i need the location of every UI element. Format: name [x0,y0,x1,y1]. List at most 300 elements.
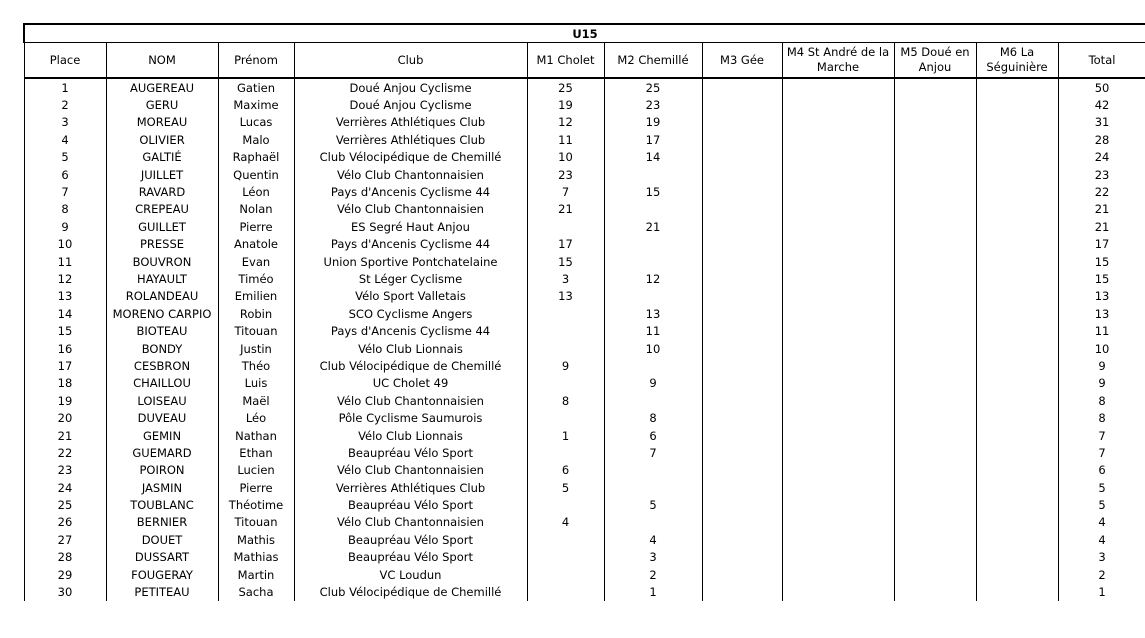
cell-nom[interactable]: TOUBLANC [106,496,218,513]
cell-place[interactable]: 22 [24,444,106,461]
cell-place[interactable]: 23 [24,462,106,479]
cell-nom[interactable]: HAYAULT [106,270,218,287]
cell-club[interactable]: Vélo Club Lionnais [294,427,527,444]
cell-place[interactable]: 30 [24,583,106,600]
cell-nom[interactable]: DOUET [106,531,218,548]
cell-nom[interactable]: LOISEAU [106,392,218,409]
cell-m3[interactable] [702,149,782,166]
cell-m1[interactable]: 11 [527,131,604,148]
cell-place[interactable]: 2 [24,96,106,113]
cell-club[interactable]: Verrières Athlétiques Club [294,114,527,131]
cell-total[interactable]: 4 [1058,514,1145,531]
cell-prenom[interactable]: Mathias [218,549,294,566]
cell-m4[interactable] [782,149,894,166]
cell-prenom[interactable]: Nathan [218,427,294,444]
cell-nom[interactable]: BOUVRON [106,253,218,270]
cell-m4[interactable] [782,131,894,148]
cell-m1[interactable] [527,305,604,322]
cell-m3[interactable] [702,392,782,409]
cell-m1[interactable]: 12 [527,114,604,131]
cell-total[interactable]: 7 [1058,444,1145,461]
cell-nom[interactable]: MORENO CARPIO [106,305,218,322]
cell-total[interactable]: 21 [1058,218,1145,235]
cell-place[interactable]: 29 [24,566,106,583]
cell-place[interactable]: 25 [24,496,106,513]
cell-m2[interactable]: 7 [604,444,702,461]
cell-m4[interactable] [782,409,894,426]
cell-club[interactable]: Vélo Club Lionnais [294,340,527,357]
cell-m5[interactable] [894,375,976,392]
cell-club[interactable]: Vélo Club Chantonnaisien [294,392,527,409]
cell-total[interactable]: 22 [1058,183,1145,200]
cell-m3[interactable] [702,201,782,218]
cell-m5[interactable] [894,479,976,496]
cell-total[interactable]: 2 [1058,566,1145,583]
cell-club[interactable]: UC Cholet 49 [294,375,527,392]
cell-club[interactable]: ES Segré Haut Anjou [294,218,527,235]
cell-m6[interactable] [976,253,1058,270]
cell-place[interactable]: 4 [24,131,106,148]
cell-m2[interactable]: 19 [604,114,702,131]
cell-place[interactable]: 28 [24,549,106,566]
cell-m6[interactable] [976,444,1058,461]
cell-prenom[interactable]: Raphaël [218,149,294,166]
cell-nom[interactable]: BONDY [106,340,218,357]
cell-m5[interactable] [894,566,976,583]
cell-prenom[interactable]: Lucien [218,462,294,479]
cell-club[interactable]: Union Sportive Pontchatelaine [294,253,527,270]
cell-m3[interactable] [702,236,782,253]
cell-total[interactable]: 11 [1058,322,1145,339]
cell-total[interactable]: 8 [1058,409,1145,426]
cell-m5[interactable] [894,96,976,113]
cell-m6[interactable] [976,131,1058,148]
cell-m5[interactable] [894,201,976,218]
cell-total[interactable]: 1 [1058,583,1145,600]
cell-place[interactable]: 16 [24,340,106,357]
cell-total[interactable]: 13 [1058,305,1145,322]
cell-m6[interactable] [976,409,1058,426]
cell-place[interactable]: 3 [24,114,106,131]
cell-club[interactable]: Beaupréau Vélo Sport [294,531,527,548]
cell-m1[interactable]: 25 [527,78,604,96]
cell-m2[interactable] [604,514,702,531]
cell-m5[interactable] [894,514,976,531]
cell-m2[interactable]: 21 [604,218,702,235]
cell-m1[interactable] [527,375,604,392]
cell-m3[interactable] [702,253,782,270]
cell-m4[interactable] [782,566,894,583]
cell-m1[interactable] [527,322,604,339]
cell-m3[interactable] [702,218,782,235]
cell-place[interactable]: 6 [24,166,106,183]
cell-nom[interactable]: BIOTEAU [106,322,218,339]
cell-m2[interactable]: 14 [604,149,702,166]
header-m3[interactable]: M3 Gée [702,43,782,79]
cell-m6[interactable] [976,288,1058,305]
cell-m2[interactable]: 4 [604,531,702,548]
cell-prenom[interactable]: Titouan [218,322,294,339]
cell-m5[interactable] [894,549,976,566]
cell-nom[interactable]: RAVARD [106,183,218,200]
cell-m2[interactable]: 12 [604,270,702,287]
cell-m3[interactable] [702,340,782,357]
cell-total[interactable]: 15 [1058,253,1145,270]
cell-m5[interactable] [894,462,976,479]
cell-place[interactable]: 18 [24,375,106,392]
cell-club[interactable]: Vélo Club Chantonnaisien [294,514,527,531]
cell-club[interactable]: SCO Cyclisme Angers [294,305,527,322]
header-place[interactable]: Place [24,43,106,79]
cell-m4[interactable] [782,218,894,235]
cell-total[interactable]: 7 [1058,427,1145,444]
cell-m6[interactable] [976,514,1058,531]
cell-m2[interactable] [604,357,702,374]
cell-m3[interactable] [702,357,782,374]
cell-club[interactable]: Beaupréau Vélo Sport [294,549,527,566]
header-club[interactable]: Club [294,43,527,79]
cell-m1[interactable]: 23 [527,166,604,183]
header-total[interactable]: Total [1058,43,1145,79]
cell-m4[interactable] [782,288,894,305]
cell-m3[interactable] [702,96,782,113]
cell-club[interactable]: Pays d'Ancenis Cyclisme 44 [294,322,527,339]
cell-place[interactable]: 21 [24,427,106,444]
cell-club[interactable]: Club Vélocipédique de Chemillé [294,357,527,374]
cell-m4[interactable] [782,392,894,409]
cell-m2[interactable] [604,166,702,183]
cell-m3[interactable] [702,305,782,322]
cell-m4[interactable] [782,236,894,253]
cell-nom[interactable]: FOUGERAY [106,566,218,583]
cell-m4[interactable] [782,375,894,392]
cell-m4[interactable] [782,201,894,218]
cell-m5[interactable] [894,322,976,339]
cell-prenom[interactable]: Titouan [218,514,294,531]
cell-prenom[interactable]: Ethan [218,444,294,461]
cell-club[interactable]: Pôle Cyclisme Saumurois [294,409,527,426]
cell-m4[interactable] [782,462,894,479]
cell-prenom[interactable]: Théo [218,357,294,374]
cell-prenom[interactable]: Justin [218,340,294,357]
cell-prenom[interactable]: Théotime [218,496,294,513]
cell-m6[interactable] [976,357,1058,374]
cell-m6[interactable] [976,479,1058,496]
cell-m5[interactable] [894,183,976,200]
cell-club[interactable]: St Léger Cyclisme [294,270,527,287]
cell-m5[interactable] [894,270,976,287]
cell-m6[interactable] [976,305,1058,322]
cell-m5[interactable] [894,583,976,600]
cell-m4[interactable] [782,427,894,444]
cell-place[interactable]: 26 [24,514,106,531]
cell-m3[interactable] [702,462,782,479]
cell-m1[interactable]: 10 [527,149,604,166]
cell-m4[interactable] [782,270,894,287]
cell-total[interactable]: 31 [1058,114,1145,131]
cell-m3[interactable] [702,322,782,339]
cell-club[interactable]: Verrières Athlétiques Club [294,479,527,496]
cell-m3[interactable] [702,131,782,148]
cell-nom[interactable]: AUGEREAU [106,78,218,96]
cell-total[interactable]: 42 [1058,96,1145,113]
cell-m5[interactable] [894,531,976,548]
cell-m3[interactable] [702,444,782,461]
cell-club[interactable]: Club Vélocipédique de Chemillé [294,149,527,166]
cell-m4[interactable] [782,340,894,357]
cell-place[interactable]: 13 [24,288,106,305]
cell-m3[interactable] [702,270,782,287]
cell-m2[interactable]: 23 [604,96,702,113]
cell-prenom[interactable]: Luis [218,375,294,392]
cell-m1[interactable]: 13 [527,288,604,305]
cell-nom[interactable]: ROLANDEAU [106,288,218,305]
cell-m6[interactable] [976,549,1058,566]
cell-club[interactable]: Beaupréau Vélo Sport [294,496,527,513]
cell-m4[interactable] [782,357,894,374]
cell-total[interactable]: 4 [1058,531,1145,548]
cell-m3[interactable] [702,496,782,513]
cell-m2[interactable]: 8 [604,409,702,426]
cell-m1[interactable] [527,496,604,513]
cell-prenom[interactable]: Léon [218,183,294,200]
cell-prenom[interactable]: Maël [218,392,294,409]
cell-m6[interactable] [976,78,1058,96]
cell-club[interactable]: Vélo Club Chantonnaisien [294,166,527,183]
cell-m3[interactable] [702,583,782,600]
cell-m2[interactable]: 17 [604,131,702,148]
cell-prenom[interactable]: Evan [218,253,294,270]
cell-prenom[interactable]: Pierre [218,479,294,496]
header-m4[interactable]: M4 St André de la Marche [782,43,894,79]
cell-m3[interactable] [702,375,782,392]
cell-m3[interactable] [702,409,782,426]
header-prenom[interactable]: Prénom [218,43,294,79]
cell-m5[interactable] [894,218,976,235]
cell-m2[interactable]: 15 [604,183,702,200]
cell-club[interactable]: Pays d'Ancenis Cyclisme 44 [294,236,527,253]
cell-m2[interactable]: 5 [604,496,702,513]
cell-nom[interactable]: POIRON [106,462,218,479]
cell-total[interactable]: 13 [1058,288,1145,305]
cell-place[interactable]: 14 [24,305,106,322]
cell-prenom[interactable]: Maxime [218,96,294,113]
cell-nom[interactable]: PRESSE [106,236,218,253]
cell-prenom[interactable]: Malo [218,131,294,148]
cell-nom[interactable]: PETITEAU [106,583,218,600]
cell-m1[interactable] [527,444,604,461]
cell-m4[interactable] [782,78,894,96]
cell-m4[interactable] [782,531,894,548]
cell-m2[interactable]: 10 [604,340,702,357]
cell-prenom[interactable]: Gatien [218,78,294,96]
cell-m1[interactable]: 3 [527,270,604,287]
cell-nom[interactable]: MOREAU [106,114,218,131]
cell-total[interactable]: 10 [1058,340,1145,357]
cell-m5[interactable] [894,444,976,461]
cell-nom[interactable]: GALTIÉ [106,149,218,166]
cell-prenom[interactable]: Mathis [218,531,294,548]
cell-total[interactable]: 3 [1058,549,1145,566]
cell-total[interactable]: 15 [1058,270,1145,287]
cell-m4[interactable] [782,549,894,566]
cell-prenom[interactable]: Quentin [218,166,294,183]
cell-m5[interactable] [894,78,976,96]
cell-nom[interactable]: OLIVIER [106,131,218,148]
cell-total[interactable]: 9 [1058,375,1145,392]
cell-m6[interactable] [976,149,1058,166]
cell-m1[interactable] [527,549,604,566]
cell-nom[interactable]: CREPEAU [106,201,218,218]
cell-m1[interactable]: 5 [527,479,604,496]
cell-place[interactable]: 17 [24,357,106,374]
cell-m3[interactable] [702,549,782,566]
cell-m4[interactable] [782,583,894,600]
cell-m1[interactable]: 19 [527,96,604,113]
cell-m5[interactable] [894,288,976,305]
cell-nom[interactable]: JUILLET [106,166,218,183]
cell-club[interactable]: Vélo Sport Valletais [294,288,527,305]
cell-m4[interactable] [782,514,894,531]
cell-prenom[interactable]: Lucas [218,114,294,131]
cell-prenom[interactable]: Timéo [218,270,294,287]
cell-m6[interactable] [976,218,1058,235]
cell-total[interactable]: 8 [1058,392,1145,409]
cell-prenom[interactable]: Léo [218,409,294,426]
cell-m5[interactable] [894,166,976,183]
cell-m6[interactable] [976,427,1058,444]
cell-total[interactable]: 17 [1058,236,1145,253]
cell-m2[interactable] [604,236,702,253]
cell-m6[interactable] [976,166,1058,183]
cell-m6[interactable] [976,236,1058,253]
cell-m1[interactable] [527,218,604,235]
cell-m2[interactable]: 11 [604,322,702,339]
cell-m3[interactable] [702,427,782,444]
cell-place[interactable]: 12 [24,270,106,287]
cell-club[interactable]: Pays d'Ancenis Cyclisme 44 [294,183,527,200]
header-m2[interactable]: M2 Chemillé [604,43,702,79]
cell-m1[interactable] [527,566,604,583]
cell-place[interactable]: 24 [24,479,106,496]
cell-total[interactable]: 6 [1058,462,1145,479]
cell-m3[interactable] [702,531,782,548]
cell-club[interactable]: Verrières Athlétiques Club [294,131,527,148]
cell-total[interactable]: 24 [1058,149,1145,166]
cell-m1[interactable]: 9 [527,357,604,374]
cell-club[interactable]: Doué Anjou Cyclisme [294,96,527,113]
cell-m6[interactable] [976,114,1058,131]
cell-m4[interactable] [782,114,894,131]
cell-place[interactable]: 1 [24,78,106,96]
cell-prenom[interactable]: Anatole [218,236,294,253]
cell-total[interactable]: 5 [1058,496,1145,513]
cell-m3[interactable] [702,78,782,96]
cell-m5[interactable] [894,357,976,374]
cell-m2[interactable] [604,392,702,409]
cell-m2[interactable]: 6 [604,427,702,444]
cell-m2[interactable] [604,479,702,496]
cell-club[interactable]: Vélo Club Chantonnaisien [294,462,527,479]
cell-m4[interactable] [782,305,894,322]
cell-prenom[interactable]: Martin [218,566,294,583]
cell-prenom[interactable]: Nolan [218,201,294,218]
cell-place[interactable]: 10 [24,236,106,253]
cell-place[interactable]: 20 [24,409,106,426]
cell-nom[interactable]: GUEMARD [106,444,218,461]
cell-m1[interactable]: 8 [527,392,604,409]
header-m5[interactable]: M5 Doué en Anjou [894,43,976,79]
cell-m5[interactable] [894,131,976,148]
cell-m2[interactable]: 3 [604,549,702,566]
cell-m3[interactable] [702,183,782,200]
cell-m2[interactable]: 9 [604,375,702,392]
header-m1[interactable]: M1 Cholet [527,43,604,79]
cell-prenom[interactable]: Emilien [218,288,294,305]
cell-m3[interactable] [702,288,782,305]
cell-total[interactable]: 21 [1058,201,1145,218]
cell-m1[interactable]: 1 [527,427,604,444]
cell-m2[interactable] [604,288,702,305]
cell-nom[interactable]: GEMIN [106,427,218,444]
cell-m2[interactable]: 25 [604,78,702,96]
cell-m6[interactable] [976,96,1058,113]
cell-m5[interactable] [894,114,976,131]
cell-m5[interactable] [894,427,976,444]
cell-club[interactable]: VC Loudun [294,566,527,583]
cell-place[interactable]: 7 [24,183,106,200]
cell-m6[interactable] [976,183,1058,200]
cell-club[interactable]: Beaupréau Vélo Sport [294,444,527,461]
cell-m1[interactable]: 6 [527,462,604,479]
header-m6[interactable]: M6 La Séguinière [976,43,1058,79]
cell-m1[interactable]: 4 [527,514,604,531]
cell-m5[interactable] [894,236,976,253]
cell-m5[interactable] [894,496,976,513]
cell-m2[interactable] [604,253,702,270]
cell-m6[interactable] [976,392,1058,409]
cell-m6[interactable] [976,583,1058,600]
cell-m3[interactable] [702,514,782,531]
cell-m6[interactable] [976,531,1058,548]
cell-nom[interactable]: GUILLET [106,218,218,235]
cell-m3[interactable] [702,566,782,583]
cell-nom[interactable]: DUVEAU [106,409,218,426]
cell-nom[interactable]: BERNIER [106,514,218,531]
cell-place[interactable]: 27 [24,531,106,548]
cell-m2[interactable] [604,462,702,479]
cell-m6[interactable] [976,201,1058,218]
cell-m2[interactable] [604,201,702,218]
cell-m5[interactable] [894,409,976,426]
cell-nom[interactable]: JASMIN [106,479,218,496]
header-nom[interactable]: NOM [106,43,218,79]
cell-m5[interactable] [894,392,976,409]
cell-m3[interactable] [702,479,782,496]
cell-m4[interactable] [782,96,894,113]
cell-club[interactable]: Vélo Club Chantonnaisien [294,201,527,218]
cell-m5[interactable] [894,253,976,270]
cell-m2[interactable]: 13 [604,305,702,322]
cell-m4[interactable] [782,444,894,461]
cell-place[interactable]: 15 [24,322,106,339]
cell-prenom[interactable]: Sacha [218,583,294,600]
cell-m1[interactable]: 15 [527,253,604,270]
cell-m3[interactable] [702,114,782,131]
cell-nom[interactable]: GERU [106,96,218,113]
cell-total[interactable]: 28 [1058,131,1145,148]
cell-m5[interactable] [894,149,976,166]
